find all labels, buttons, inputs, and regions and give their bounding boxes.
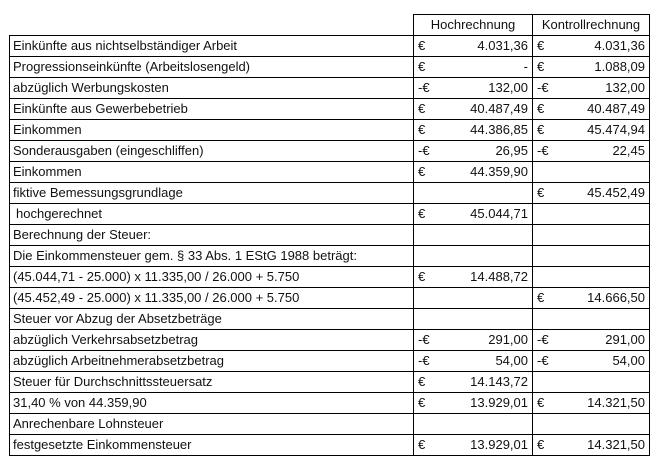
- hochrechnung-amount: [436, 246, 533, 267]
- header-spacer: [10, 15, 414, 36]
- kontrollrechnung-amount: 14.666,50: [555, 288, 650, 309]
- hochrechnung-currency: [414, 183, 436, 204]
- table-row: [10, 120, 650, 141]
- kontrollrechnung-currency: [533, 309, 555, 330]
- table-row: [10, 267, 650, 288]
- row-label: Einkommen: [10, 120, 414, 141]
- kontrollrechnung-currency: €: [533, 36, 555, 57]
- row-label: Steuer für Durchschnittssteuersatz: [10, 372, 414, 393]
- kontrollrechnung-amount: [555, 414, 650, 435]
- kontrollrechnung-amount: [555, 162, 650, 183]
- kontrollrechnung-amount: [555, 267, 650, 288]
- table-row: [10, 351, 650, 372]
- kontrollrechnung-currency: [533, 414, 555, 435]
- row-label: abzüglich Verkehrsabsetzbetrag: [10, 330, 414, 351]
- hochrechnung-amount: [436, 309, 533, 330]
- hochrechnung-currency: -€: [414, 330, 436, 351]
- table-row: [10, 414, 650, 435]
- hochrechnung-amount: 291,00: [436, 330, 533, 351]
- table-row: [10, 288, 650, 309]
- hochrechnung-currency: [414, 414, 436, 435]
- row-label: abzüglich Arbeitnehmerabsetzbetrag: [10, 351, 414, 372]
- kontrollrechnung-amount: 45.452,49: [555, 183, 650, 204]
- kontrollrechnung-currency: [533, 246, 555, 267]
- hochrechnung-amount: 13.929,01: [436, 435, 533, 456]
- kontrollrechnung-currency: €: [533, 288, 555, 309]
- hochrechnung-currency: €: [414, 120, 436, 141]
- table-row: [10, 57, 650, 78]
- hochrechnung-amount: 26,95: [436, 141, 533, 162]
- table-row: [10, 372, 650, 393]
- row-label: Berechnung der Steuer:: [10, 225, 414, 246]
- hochrechnung-currency: [414, 225, 436, 246]
- table-row: [10, 435, 650, 456]
- row-label: Steuer vor Abzug der Absetzbeträge: [10, 309, 414, 330]
- kontrollrechnung-amount: 54,00: [555, 351, 650, 372]
- hochrechnung-currency: €: [414, 267, 436, 288]
- kontrollrechnung-currency: [533, 372, 555, 393]
- table-row: [10, 204, 650, 225]
- hochrechnung-currency: €: [414, 57, 436, 78]
- kontrollrechnung-currency: €: [533, 120, 555, 141]
- row-label: Die Einkommensteuer gem. § 33 Abs. 1 EStG 1988 beträgt:: [10, 246, 414, 267]
- hochrechnung-currency: [414, 309, 436, 330]
- header-row: [10, 15, 650, 36]
- hochrechnung-amount: 45.044,71: [436, 204, 533, 225]
- kontrollrechnung-amount: [555, 372, 650, 393]
- row-label: (45.452,49 - 25.000) x 11.335,00 / 26.000 + 5.750: [10, 288, 414, 309]
- row-label: Einkünfte aus nichtselbständiger Arbeit: [10, 36, 414, 57]
- table-row: [10, 330, 650, 351]
- row-label: abzüglich Werbungskosten: [10, 78, 414, 99]
- hochrechnung-amount: -: [436, 57, 533, 78]
- hochrechnung-amount: 13.929,01: [436, 393, 533, 414]
- row-label: Sonderausgaben (eingeschliffen): [10, 141, 414, 162]
- table-row: [10, 393, 650, 414]
- hochrechnung-amount: [436, 414, 533, 435]
- hochrechnung-currency: €: [414, 36, 436, 57]
- row-label: (45.044,71 - 25.000) x 11.335,00 / 26.000 + 5.750: [10, 267, 414, 288]
- kontrollrechnung-amount: [555, 225, 650, 246]
- kontrollrechnung-currency: €: [533, 99, 555, 120]
- hochrechnung-amount: 132,00: [436, 78, 533, 99]
- row-label: fiktive Bemessungsgrundlage: [10, 183, 414, 204]
- hochrechnung-currency: €: [414, 162, 436, 183]
- kontrollrechnung-currency: €: [533, 57, 555, 78]
- kontrollrechnung-amount: 14.321,50: [555, 393, 650, 414]
- row-label: Anrechenbare Lohnsteuer: [10, 414, 414, 435]
- hochrechnung-amount: 44.386,85: [436, 120, 533, 141]
- row-label: Einkünfte aus Gewerbebetrieb: [10, 99, 414, 120]
- kontrollrechnung-currency: -€: [533, 351, 555, 372]
- kontrollrechnung-currency: €: [533, 435, 555, 456]
- hochrechnung-currency: €: [414, 204, 436, 225]
- kontrollrechnung-currency: -€: [533, 78, 555, 99]
- kontrollrechnung-currency: [533, 225, 555, 246]
- column-header-hochrechnung: Hochrechnung: [414, 15, 533, 36]
- hochrechnung-currency: €: [414, 393, 436, 414]
- tax-calculation-table: [9, 14, 650, 456]
- hochrechnung-amount: 40.487,49: [436, 99, 533, 120]
- table-row: [10, 78, 650, 99]
- table-row: [10, 162, 650, 183]
- kontrollrechnung-amount: [555, 204, 650, 225]
- column-header-kontrollrechnung: Kontrollrechnung: [533, 15, 650, 36]
- hochrechnung-currency: €: [414, 372, 436, 393]
- row-label: Einkommen: [10, 162, 414, 183]
- hochrechnung-amount: 14.488,72: [436, 267, 533, 288]
- row-label: hochgerechnet: [10, 204, 414, 225]
- kontrollrechnung-currency: [533, 204, 555, 225]
- hochrechnung-currency: [414, 288, 436, 309]
- kontrollrechnung-currency: [533, 162, 555, 183]
- kontrollrechnung-amount: 22,45: [555, 141, 650, 162]
- kontrollrechnung-currency: -€: [533, 141, 555, 162]
- table-row: [10, 99, 650, 120]
- kontrollrechnung-amount: 132,00: [555, 78, 650, 99]
- kontrollrechnung-amount: [555, 246, 650, 267]
- hochrechnung-currency: [414, 246, 436, 267]
- kontrollrechnung-amount: 45.474,94: [555, 120, 650, 141]
- kontrollrechnung-currency: €: [533, 393, 555, 414]
- hochrechnung-amount: 4.031,36: [436, 36, 533, 57]
- hochrechnung-currency: €: [414, 99, 436, 120]
- kontrollrechnung-currency: -€: [533, 330, 555, 351]
- hochrechnung-currency: -€: [414, 351, 436, 372]
- hochrechnung-currency: -€: [414, 141, 436, 162]
- table-row: [10, 225, 650, 246]
- row-label: 31,40 % von 44.359,90: [10, 393, 414, 414]
- table-row: [10, 36, 650, 57]
- hochrechnung-amount: 54,00: [436, 351, 533, 372]
- hochrechnung-amount: 44.359,90: [436, 162, 533, 183]
- hochrechnung-currency: €: [414, 435, 436, 456]
- kontrollrechnung-amount: [555, 309, 650, 330]
- hochrechnung-amount: [436, 183, 533, 204]
- hochrechnung-amount: [436, 225, 533, 246]
- kontrollrechnung-amount: 4.031,36: [555, 36, 650, 57]
- kontrollrechnung-currency: [533, 267, 555, 288]
- table-row: [10, 183, 650, 204]
- hochrechnung-amount: 14.143,72: [436, 372, 533, 393]
- kontrollrechnung-amount: 291,00: [555, 330, 650, 351]
- row-label: festgesetzte Einkommensteuer: [10, 435, 414, 456]
- table-row: [10, 309, 650, 330]
- table-row: [10, 246, 650, 267]
- kontrollrechnung-amount: 14.321,50: [555, 435, 650, 456]
- row-label: Progressionseinkünfte (Arbeitslosengeld): [10, 57, 414, 78]
- hochrechnung-amount: [436, 288, 533, 309]
- kontrollrechnung-amount: 40.487,49: [555, 99, 650, 120]
- kontrollrechnung-amount: 1.088,09: [555, 57, 650, 78]
- table-row: [10, 141, 650, 162]
- kontrollrechnung-currency: €: [533, 183, 555, 204]
- hochrechnung-currency: -€: [414, 78, 436, 99]
